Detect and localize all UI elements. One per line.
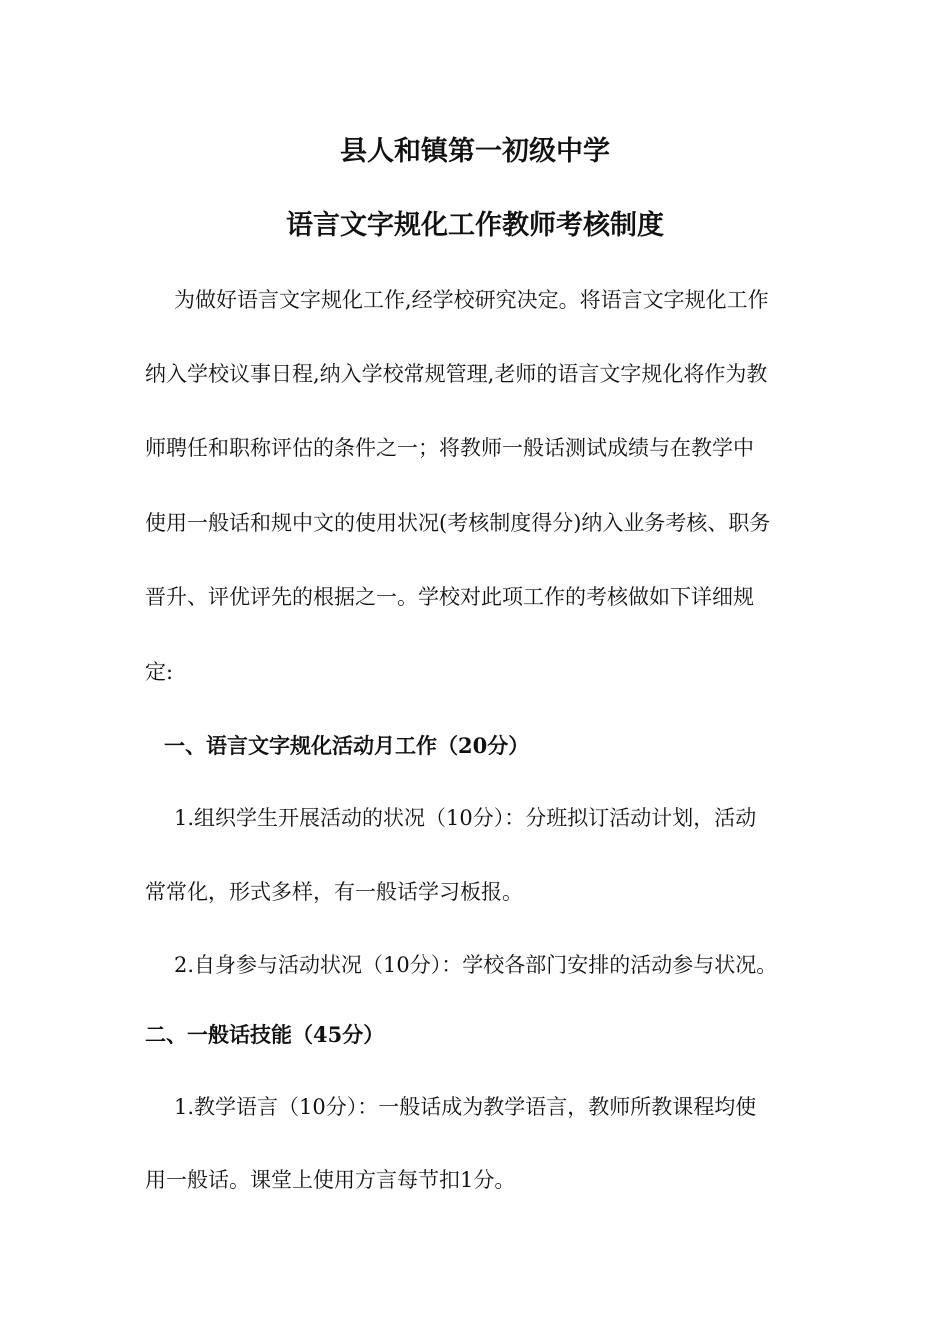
section-2-item-1-line-2: 用一般话。课堂上使用方言每节扣1分。 [145,1168,516,1192]
school-title: 县人和镇第一初级中学 [340,136,610,167]
intro-line-1: 为做好语言文字规化工作,经学校研究决定。将语言文字规化工作 [174,288,769,312]
section-1-heading: 一、语言文字规化活动月工作（20分） [164,733,530,758]
section-2-heading: 二、一般话技能（45分） [145,1022,385,1047]
intro-line-6: 定: [145,660,174,684]
intro-line-2: 纳入学校议事日程,纳入学校常规管理,老师的语言文字规化将作为教 [145,362,768,386]
intro-line-3: 师聘任和职称评估的条件之一；将教师一般话测试成绩与在教学中 [145,436,754,460]
section-1-item-1-line-1: 1.组织学生开展活动的状况（10分）：分班拟订活动计划，活动 [174,806,757,830]
section-2-item-1-line-1: 1.教学语言（10分）：一般话成为教学语言，教师所教课程均使 [174,1095,757,1119]
section-1-item-2-line-1: 2.自身参与活动状况（10分）：学校各部门安排的活动参与状况。 [174,953,778,977]
section-1-item-1-line-2: 常常化，形式多样，有一般话学习板报。 [145,880,523,904]
intro-line-4: 使用一般话和规中文的使用状况(考核制度得分)纳入业务考核、职务 [145,511,771,535]
intro-line-5: 晋升、评优评先的根据之一。学校对此项工作的考核做如下详细规 [145,585,754,609]
document-title: 语言文字规化工作教师考核制度 [286,210,664,241]
